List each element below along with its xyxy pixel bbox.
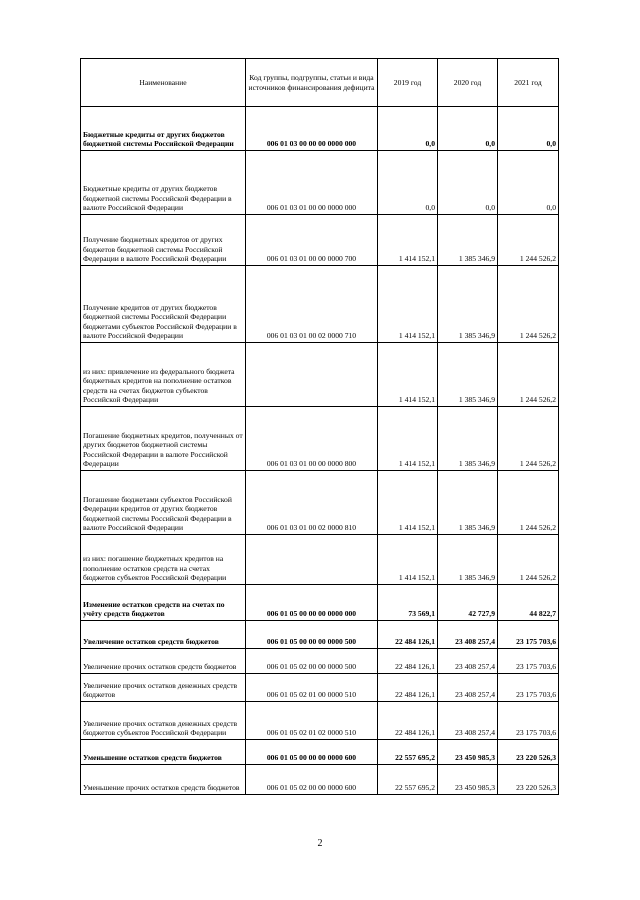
row-code: 006 01 03 01 00 02 0000 810 (246, 471, 378, 535)
header-code: Код группы, подгруппы, статьи и вида источников финансирования дефицита (246, 59, 378, 107)
row-value-2020: 23 408 257,4 (438, 649, 498, 674)
row-value-2020: 1 385 346,9 (438, 343, 498, 407)
row-value-2019: 1 414 152,1 (378, 471, 438, 535)
row-name: Увеличение прочих остатков денежных средств бюджетов (81, 674, 246, 702)
row-name: Погашение бюджетами субъектов Российской Федерации кредитов от других бюджетов бюджетной системы Российской Федерации в валюте Российской Федерации (81, 471, 246, 535)
row-value-2021: 1 244 526,2 (498, 535, 559, 585)
row-code: 006 01 05 00 00 00 0000 500 (246, 621, 378, 649)
row-code: 006 01 05 00 00 00 0000 600 (246, 740, 378, 765)
row-code (246, 535, 378, 585)
row-name: Изменение остатков средств на счетах по учёту средств бюджетов (81, 585, 246, 621)
row-value-2019: 0,0 (378, 151, 438, 215)
row-code: 006 01 05 00 00 00 0000 000 (246, 585, 378, 621)
row-value-2020: 23 450 985,3 (438, 765, 498, 795)
row-value-2019: 0,0 (378, 107, 438, 151)
row-code: 006 01 05 02 01 00 0000 510 (246, 674, 378, 702)
table-body (81, 107, 559, 795)
table-row (81, 151, 559, 215)
row-value-2019: 22 557 695,2 (378, 740, 438, 765)
row-name: Уменьшение прочих остатков средств бюджетов (81, 765, 246, 795)
row-value-2021: 23 175 703,6 (498, 674, 559, 702)
row-name: из них: привлечение из федерального бюджета бюджетных кредитов на пополнение остатков средств на счетах бюджетов субъектов Российской Федерации (81, 343, 246, 407)
row-value-2021: 1 244 526,2 (498, 343, 559, 407)
table-row (81, 674, 559, 702)
row-value-2020: 0,0 (438, 151, 498, 215)
row-value-2020: 23 408 257,4 (438, 702, 498, 740)
row-code: 006 01 03 01 00 00 0000 000 (246, 151, 378, 215)
table-header-row (81, 59, 559, 107)
row-name: Погашение бюджетных кредитов, полученных от других бюджетов бюджетной системы Российской Федерации в валюте Российской Федерации (81, 407, 246, 471)
row-value-2019: 1 414 152,1 (378, 215, 438, 266)
row-value-2020: 1 385 346,9 (438, 215, 498, 266)
row-name: Бюджетные кредиты от других бюджетов бюджетной системы Российской Федерации (81, 107, 246, 151)
row-value-2019: 1 414 152,1 (378, 343, 438, 407)
row-name: Увеличение прочих остатков средств бюджетов (81, 649, 246, 674)
row-value-2021: 1 244 526,2 (498, 215, 559, 266)
row-value-2020: 42 727,9 (438, 585, 498, 621)
table-row (81, 649, 559, 674)
row-code: 006 01 03 00 00 00 0000 000 (246, 107, 378, 151)
row-value-2020: 1 385 346,9 (438, 266, 498, 343)
row-value-2021: 23 220 526,3 (498, 740, 559, 765)
row-name: Получение бюджетных кредитов от других бюджетов бюджетной системы Российской Федерации в валюте Российской Федерации (81, 215, 246, 266)
row-value-2021: 0,0 (498, 107, 559, 151)
row-value-2019: 1 414 152,1 (378, 266, 438, 343)
row-value-2021: 1 244 526,2 (498, 407, 559, 471)
row-code: 006 01 03 01 00 02 0000 710 (246, 266, 378, 343)
row-value-2021: 0,0 (498, 151, 559, 215)
row-value-2021: 23 175 703,6 (498, 702, 559, 740)
table-row (81, 585, 559, 621)
row-name: из них: погашение бюджетных кредитов на пополнение остатков средств на счетах бюджетов субъектов Российской Федерации (81, 535, 246, 585)
table-row (81, 107, 559, 151)
table-row (81, 407, 559, 471)
row-value-2021: 1 244 526,2 (498, 471, 559, 535)
table-row (81, 266, 559, 343)
row-value-2020: 23 408 257,4 (438, 621, 498, 649)
row-value-2021: 23 175 703,6 (498, 649, 559, 674)
row-value-2019: 22 484 126,1 (378, 702, 438, 740)
row-value-2020: 1 385 346,9 (438, 407, 498, 471)
row-value-2019: 73 569,1 (378, 585, 438, 621)
row-code: 006 01 05 02 01 02 0000 510 (246, 702, 378, 740)
row-code: 006 01 05 02 00 00 0000 600 (246, 765, 378, 795)
row-value-2020: 0,0 (438, 107, 498, 151)
financing-sources-table (80, 58, 559, 795)
row-value-2020: 1 385 346,9 (438, 471, 498, 535)
row-value-2019: 22 484 126,1 (378, 674, 438, 702)
row-value-2021: 23 175 703,6 (498, 621, 559, 649)
row-name: Получение кредитов от других бюджетов бюджетной системы Российской Федерации бюджетами субъектов Российской Федерации в валюте Российской Федерации (81, 266, 246, 343)
page-number: 2 (317, 838, 323, 849)
table-row (81, 215, 559, 266)
row-value-2020: 23 450 985,3 (438, 740, 498, 765)
row-value-2019: 1 414 152,1 (378, 535, 438, 585)
row-code (246, 343, 378, 407)
row-code: 006 01 05 02 00 00 0000 500 (246, 649, 378, 674)
header-2020: 2020 год (438, 59, 498, 107)
table-row (81, 621, 559, 649)
row-value-2021: 44 822,7 (498, 585, 559, 621)
row-value-2021: 1 244 526,2 (498, 266, 559, 343)
table-row (81, 765, 559, 795)
row-code: 006 01 03 01 00 00 0000 700 (246, 215, 378, 266)
table-row (81, 740, 559, 765)
row-value-2021: 23 220 526,3 (498, 765, 559, 795)
row-name: Уменьшение остатков средств бюджетов (81, 740, 246, 765)
row-name: Бюджетные кредиты от других бюджетов бюджетной системы Российской Федерации в валюте Российской Федерации (81, 151, 246, 215)
table-row (81, 471, 559, 535)
row-value-2019: 1 414 152,1 (378, 407, 438, 471)
header-2021: 2021 год (498, 59, 559, 107)
row-value-2019: 22 484 126,1 (378, 621, 438, 649)
row-value-2019: 22 484 126,1 (378, 649, 438, 674)
header-2019: 2019 год (378, 59, 438, 107)
table-row (81, 343, 559, 407)
row-name: Увеличение остатков средств бюджетов (81, 621, 246, 649)
row-code: 006 01 03 01 00 00 0000 800 (246, 407, 378, 471)
row-value-2020: 23 408 257,4 (438, 674, 498, 702)
table-row (81, 702, 559, 740)
header-name: Наименование (81, 59, 246, 107)
row-value-2020: 1 385 346,9 (438, 535, 498, 585)
table-row (81, 535, 559, 585)
row-value-2019: 22 557 695,2 (378, 765, 438, 795)
row-name: Увеличение прочих остатков денежных средств бюджетов субъектов Российской Федерации (81, 702, 246, 740)
